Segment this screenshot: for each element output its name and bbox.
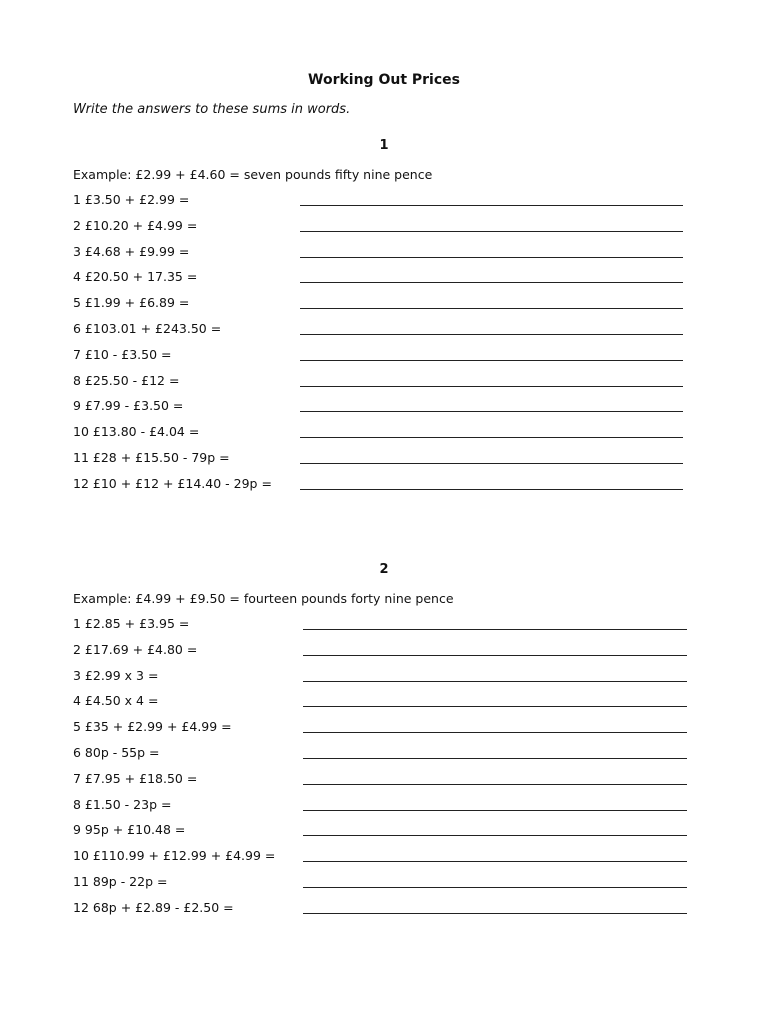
question-row: [73, 872, 687, 892]
question-text: 4 £4.50 x 4 =: [73, 693, 159, 709]
question-text: 9 95p + £10.48 =: [73, 822, 186, 838]
question-row: [73, 820, 687, 840]
answer-line[interactable]: [303, 629, 687, 630]
question-text: 10 £110.99 + £12.99 + £4.99 =: [73, 848, 276, 864]
question-text: 11 £28 + £15.50 - 79p =: [73, 450, 230, 465]
section-2-example: Example: £4.99 + £9.50 = fourteen pounds forty nine pence: [73, 591, 454, 606]
answer-line[interactable]: [303, 681, 687, 682]
question-text: 5 £35 + £2.99 + £4.99 =: [73, 719, 232, 735]
answer-line[interactable]: [303, 655, 687, 656]
answer-line[interactable]: [303, 732, 687, 733]
question-row: [73, 345, 683, 365]
answer-line[interactable]: [300, 334, 683, 335]
answer-line[interactable]: [303, 758, 687, 759]
question-text: 10 £13.80 - £4.04 =: [73, 424, 200, 440]
answer-line[interactable]: [303, 861, 687, 862]
question-row: [73, 190, 683, 210]
answer-line[interactable]: [303, 706, 687, 707]
answer-line[interactable]: [300, 282, 683, 283]
answer-line[interactable]: [303, 913, 687, 914]
question-row: [73, 448, 683, 468]
question-row: [73, 743, 687, 763]
question-row: [73, 795, 687, 815]
answer-line[interactable]: [303, 810, 687, 811]
question-text: 7 £7.95 + £18.50 =: [73, 770, 198, 786]
answer-line[interactable]: [300, 489, 683, 490]
question-text: 6 £103.01 + £243.50 =: [73, 321, 222, 336]
answer-line[interactable]: [303, 887, 687, 888]
answer-line[interactable]: [300, 386, 683, 387]
section-1-number: 1: [379, 138, 389, 153]
question-text: 11 89p - 22p =: [73, 874, 168, 889]
question-text: 7 £10 - £3.50 =: [73, 346, 172, 362]
answer-line[interactable]: [300, 308, 683, 309]
question-text: 3 £4.68 + £9.99 =: [73, 243, 190, 259]
question-text: 1 £2.85 + £3.95 =: [73, 616, 190, 631]
answer-line[interactable]: [300, 205, 683, 206]
question-row: [73, 422, 683, 442]
question-row: [73, 898, 687, 918]
question-text: 5 £1.99 + £6.89 =: [73, 295, 190, 311]
question-text: 8 £1.50 - 23p =: [73, 796, 172, 812]
question-row: [73, 216, 683, 236]
section-1-example: Example: £2.99 + £4.60 = seven pounds fifty nine pence: [73, 167, 433, 182]
answer-line[interactable]: [300, 257, 683, 258]
answer-line[interactable]: [300, 411, 683, 412]
question-row: [73, 242, 683, 262]
question-row: [73, 474, 683, 494]
section-2-number: 2: [379, 562, 389, 577]
question-row: [73, 666, 687, 686]
answer-line[interactable]: [300, 231, 683, 232]
question-text: 12 68p + £2.89 - £2.50 =: [73, 899, 234, 915]
page-title: Working Out Prices: [308, 72, 460, 88]
question-text: 1 £3.50 + £2.99 =: [73, 192, 190, 207]
question-text: 2 £17.69 + £4.80 =: [73, 641, 198, 657]
question-row: [73, 371, 683, 391]
question-row: [73, 717, 687, 737]
question-text: 2 £10.20 + £4.99 =: [73, 217, 198, 233]
question-row: [73, 396, 683, 416]
answer-line[interactable]: [300, 463, 683, 464]
question-row: [73, 846, 687, 866]
answer-line[interactable]: [300, 360, 683, 361]
answer-line[interactable]: [300, 437, 683, 438]
question-text: 8 £25.50 - £12 =: [73, 372, 180, 388]
question-row: [73, 769, 687, 789]
question-row: [73, 267, 683, 287]
question-text: 3 £2.99 x 3 =: [73, 667, 159, 683]
question-text: 4 £20.50 + 17.35 =: [73, 269, 198, 285]
question-row: [73, 319, 683, 339]
instructions-text: Write the answers to these sums in words.: [73, 102, 351, 117]
question-row: [73, 293, 683, 313]
question-text: 6 80p - 55p =: [73, 745, 160, 760]
question-row: [73, 614, 687, 634]
answer-line[interactable]: [303, 835, 687, 836]
question-text: 12 £10 + £12 + £14.40 - 29p =: [73, 475, 272, 491]
answer-line[interactable]: [303, 784, 687, 785]
question-text: 9 £7.99 - £3.50 =: [73, 398, 184, 414]
question-row: [73, 640, 687, 660]
question-row: [73, 691, 687, 711]
